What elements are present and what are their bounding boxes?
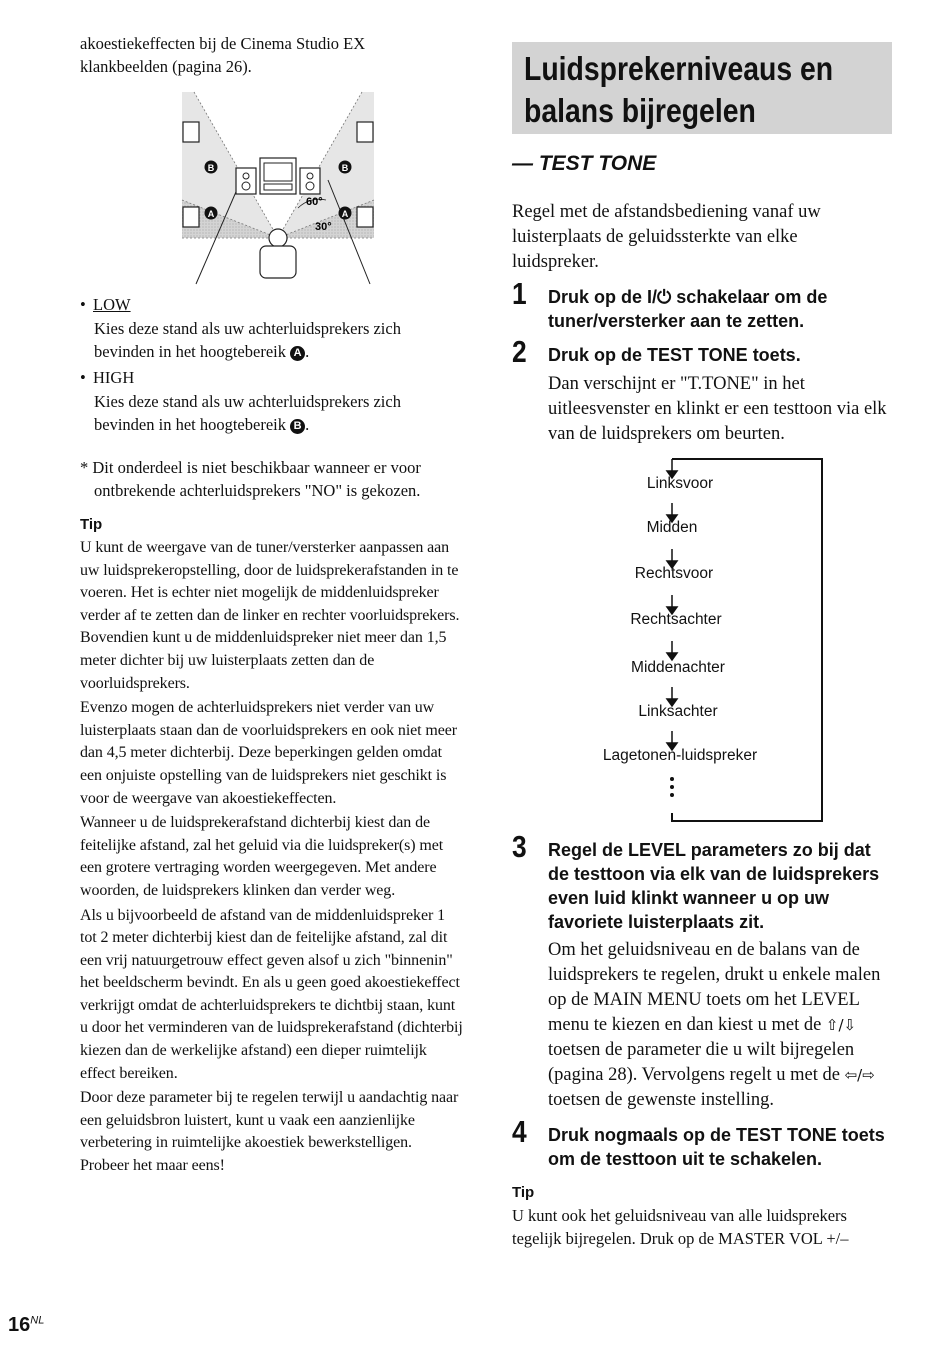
language-code: NL — [30, 1314, 45, 1327]
step-3-body: Om het geluidsniveau en de balans van de luidsprekers te regelen, drukt u enkele malen op de MAIN MENU toets om het LEVEL menu te kiezen en dan kiest u met de ⇧/⇩ toetsen de parameter die u wilt bijregelen (pagina 28). Vervolgens regelt u met de ⇦/⇨ toetsen de gewenste instelling. — [548, 940, 881, 1110]
section-subtitle: — TEST TONE — [512, 152, 657, 175]
tip-paragraph: Door deze parameter bij te regelen terwijl u aandachtig naar een geluidsbron luistert, kunt u vaak een aanzienlijke verbetering in ruimtelijke akoestiek bewerkstelligen. Probeer het maar eens! — [80, 1089, 459, 1175]
footnote: * Dit onderdeel is niet beschikbaar wanneer er voor ontbrekende achterluidsprekers "NO" is gekozen. — [80, 458, 421, 500]
tip-paragraph: U kunt de weergave van de tuner/versterker aanpassen aan uw luidsprekeropstelling, door de luidsprekerafstanden in te voeren. Het is echter niet mogelijk de middenluidspreker verder af te zetten dan de linker en rechter voorluidsprekers. Bovendien kunt u de middenluidspreker niet meer dan 1,5 meter dichter bij uw luisterplaats zetten dan de voorluidsprekers. — [80, 539, 460, 692]
section-title-box — [512, 42, 892, 134]
intro-text: akoestiekeffecten bij de Cinema Studio EX klankbeelden (pagina 26). — [80, 34, 366, 76]
sequence-item-middenachter: Middenachter — [631, 659, 725, 676]
svg-text:B: B — [207, 163, 215, 173]
step-4-heading: Druk nogmaals op de TEST TONE toets om de testtoon uit te schakelen. — [548, 1125, 885, 1169]
step-3-heading: Regel de LEVEL parameters zo bij dat de testtoon via elk van de luidsprekers even luid klinkt wanneer u op uw favoriete luisterplaats zit. — [548, 840, 880, 932]
test-tone-sequence — [570, 455, 830, 825]
sequence-item-linksvoor: Linksvoor — [646, 475, 714, 492]
low-label: LOW — [93, 295, 131, 314]
tip-paragraph: Evenzo mogen de achterluidsprekers niet verder van uw luisterplaats staan dan de voorluidsprekers en ook niet meer dan 4,5 meter dichterbij. Deze beperkingen gelden omdat een onjuiste opstelling van de luidsprekers niet geschikt is voor de weergave van akoestiekeffecten. — [80, 699, 457, 807]
angle-60-label: 60° — [306, 196, 323, 208]
sequence-item-lagetonen: Lagetonen-luidspreker — [602, 747, 758, 764]
tip-heading: Tip — [80, 516, 103, 533]
tip-paragraph: Wanneer u de luidsprekerafstand dichterbij kiest dan de feitelijke afstand, zal het geluid via die luidspreker(s) met een grotere vertraging worden weergegeven. Met andere woorden, de luidsprekers klinken dan verder weg. — [80, 814, 444, 899]
sequence-item-midden: Midden — [646, 519, 698, 536]
left-right-arrow-icon: ⇦/⇨ — [844, 1066, 875, 1084]
svg-text:B: B — [341, 163, 349, 173]
angle-30-label: 30° — [315, 221, 332, 233]
sequence-item-rechtsvoor: Rechtsvoor — [634, 565, 714, 582]
tip-text-right: U kunt ook het geluidsniveau van alle luidsprekers tegelijk bijregelen. Druk op de MASTER VOL +/– — [512, 1206, 849, 1248]
sequence-item-rechtsachter: Rechtsachter — [630, 611, 722, 628]
section-intro: Regel met de afstandsbediening vanaf uw luisterplaats de geluidssterkte van elke luidspreker. — [512, 202, 821, 272]
speaker-diagram — [178, 88, 388, 288]
sequence-item-linksachter: Linksachter — [638, 703, 718, 720]
high-description: Kies deze stand als uw achterluidsprekers zich bevinden in het hoogtebereik B . — [94, 392, 401, 434]
power-icon: I/⏻ — [647, 287, 672, 307]
tip-paragraph: Als u bijvoorbeeld de afstand van de middenluidspreker 1 tot 2 meter dichterbij kiest dan de feitelijke afstand, zal dit een vrij natuurgetrouw effect geven alsof u zich "binnenin" het beeldscherm bevindt. En als u geen goed akoestiekeffect verkrijgt omdat de achterluidsprekers te dichtbij staan, kunt u door het verminderen van de luidsprekerafstand (dichterbij kiezen dan de werkelijke afstand) een dieper ruimtelijk effect bereiken. — [80, 906, 463, 1082]
up-down-arrow-icon: ⇧/⇩ — [825, 1016, 857, 1034]
step-number: 1 — [512, 276, 527, 311]
page-number: $16^{NL}$ — [8, 1314, 45, 1336]
svg-text:A: A — [341, 209, 349, 219]
high-label: HIGH — [93, 368, 135, 387]
sequence-loop-arrow — [570, 455, 830, 825]
step-number: 4 — [512, 1114, 527, 1149]
zone-a-badge: A — [290, 346, 305, 361]
step-2-body: Dan verschijnt er "T.TONE" in het uitleesvenster en klinkt er een testtoon via elk van de luidsprekers om beurten. — [548, 374, 887, 444]
zone-b-badge: B — [290, 419, 305, 434]
svg-text:A: A — [207, 209, 215, 219]
section-title: Luidsprekerniveaus en balans bijregelen — [524, 50, 834, 129]
step-number: 3 — [512, 829, 527, 864]
step-1-heading: Druk op de I/⏻ schakelaar om de tuner/versterker aan te zetten. — [548, 287, 828, 331]
tip-heading-right: Tip — [512, 1184, 535, 1201]
tip-body — [80, 537, 464, 1178]
low-description: Kies deze stand als uw achterluidsprekers zich bevinden in het hoogtebereik A . — [94, 319, 401, 361]
tv-icon — [260, 158, 296, 194]
step-number: 2 — [512, 334, 527, 369]
step-2-heading: Druk op de TEST TONE toets. — [548, 345, 801, 365]
